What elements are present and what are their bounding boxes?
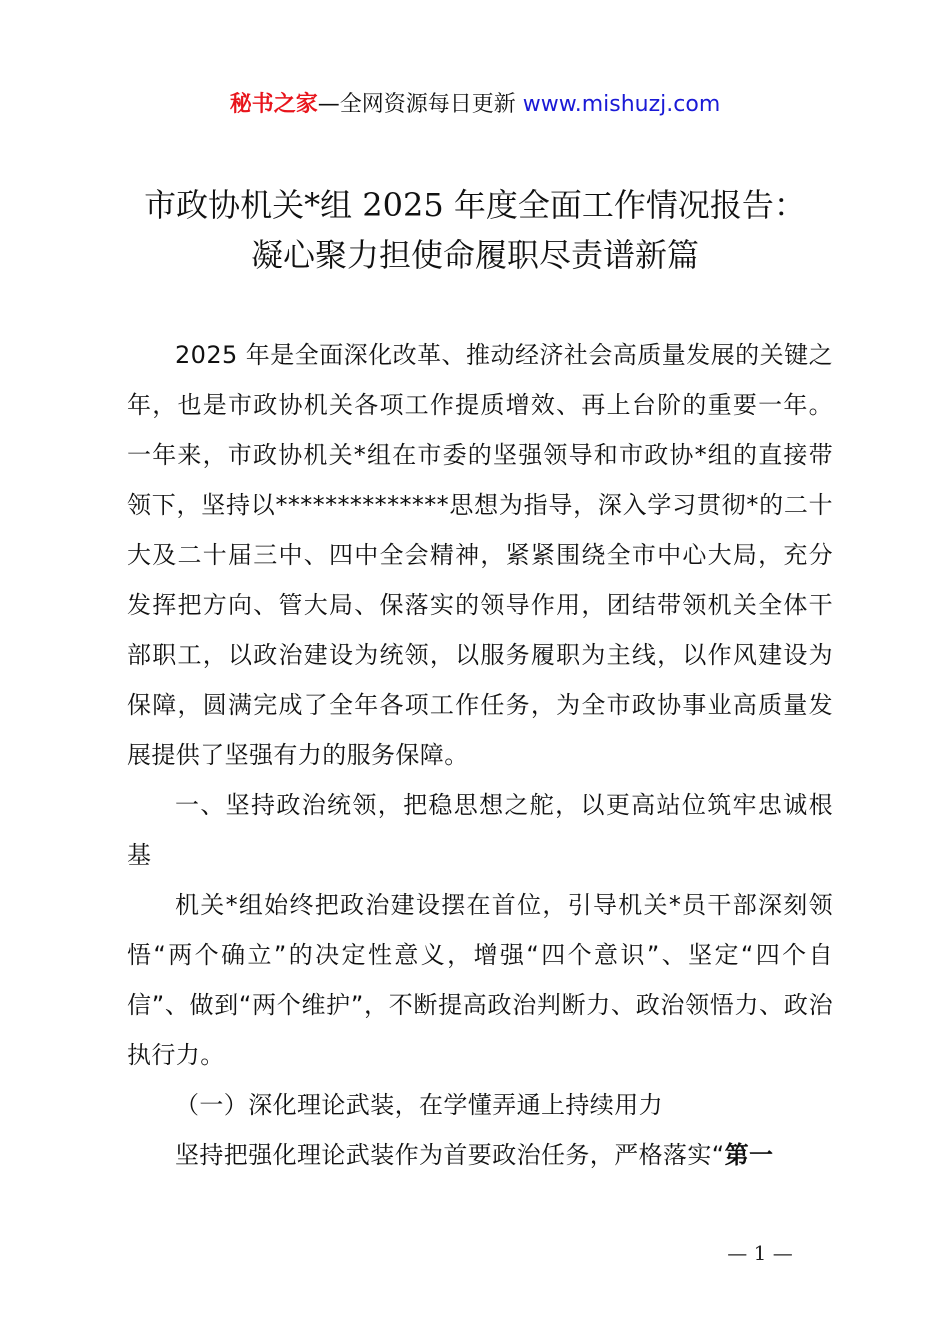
site-url-link[interactable]: www.mishuzj.com <box>522 92 721 117</box>
site-tagline: —全网资源每日更新 <box>317 92 523 117</box>
document-body <box>127 330 833 1180</box>
title-line-2: 凝心聚力担使命履职尽责谱新篇 <box>250 236 699 274</box>
document-title <box>0 180 950 280</box>
page-number: — 1 — <box>727 1241 793 1265</box>
subsection-1-bold-text: 第一 <box>724 1141 774 1169</box>
title-line-1: 市政协机关*组 2025 年度全面工作情况报告： <box>144 186 806 224</box>
subsection-1-paragraph <box>127 1130 833 1180</box>
subsection-heading-1: （一）深化理论武装，在学懂弄通上持续用力 <box>175 1091 663 1119</box>
site-header <box>0 88 950 122</box>
intro-paragraph: 2025 年是全面深化改革、推动经济社会高质量发展的关键之年，也是市政协机关各项工作提质增效、再上台阶的重要一年。一年来，市政协机关*组在市委的坚强领导和市政协*组的直接带领下，坚持以**************思想为指导，深入学习贯彻*的二十大及二十届三中、四中全会精神，紧紧围绕全市中心大局，充分发挥把方向、管大局、保落实的领导作用，团结带领机关全体干部职工，以政治建设为统领，以服务履职为主线，以作风建设为保障，圆满完成了全年各项工作任务，为全市政协事业高质量发展提供了坚强有力的服务保障。 <box>127 341 833 769</box>
subsection-1-text: 坚持把强化理论武装作为首要政治任务，严格落实“ <box>175 1141 725 1169</box>
section-1-paragraph: 机关*组始终把政治建设摆在首位，引导机关*员干部深刻领悟“两个确立”的决定性意义，增强“四个意识”、坚定“四个自信”、做到“两个维护”，不断提高政治判断力、政治领悟力、政治执行力。 <box>127 891 833 1069</box>
section-heading-1: 一、坚持政治统领，把稳思想之舵，以更高站位筑牢忠诚根基 <box>127 791 833 869</box>
site-brand: 秘书之家 <box>229 92 318 117</box>
